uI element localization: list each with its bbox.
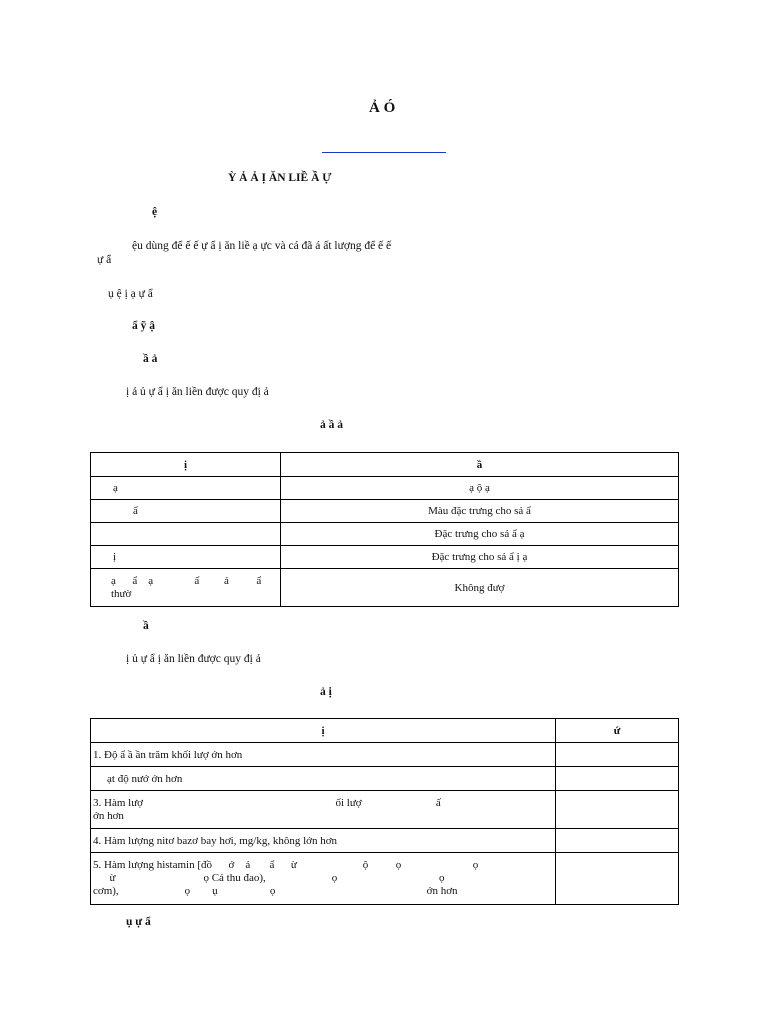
table-cell: Màu đặc trưng cho sả ẩ	[281, 500, 679, 523]
table-row	[91, 853, 679, 905]
table-2-caption: ả ị	[320, 686, 332, 698]
paragraph-3: ị ả ủ ự ẩ ị ăn liền được quy đị ả	[126, 386, 269, 398]
section-heading-2-2: ầ	[143, 620, 149, 632]
table-row	[91, 791, 679, 829]
table-cell: 3. Hàm lượ ối lượ ấ ớn hơn	[91, 791, 556, 829]
table-cell: 5. Hàm lượng histamin [đồ ớ ả ẩ ừ ộ ọ ọ ừ ọ Cá thu đao), ọ ọ cơm), ọ ụ ọ ớn hơn	[91, 853, 556, 905]
paragraph-4: ị ủ ự ẩ ị ăn liền được quy đị ả	[126, 653, 261, 665]
table-row	[91, 569, 679, 607]
table-cell: Không đượ	[281, 569, 679, 607]
section-heading-2-1: ầ ả	[143, 353, 158, 365]
table-cell: ạ ẩ ạ ấ ả ẩ thườ	[91, 569, 281, 607]
table-2-header-row	[91, 719, 679, 743]
table-1-header-cell: ầ	[281, 453, 679, 477]
table-cell	[556, 829, 679, 853]
table-cell: ạ	[91, 477, 281, 500]
table-2	[90, 718, 679, 905]
table-cell	[556, 791, 679, 829]
table-1-header-cell: ị	[91, 453, 281, 477]
table-cell: 4. Hàm lượng nitơ bazơ bay hơi, mg/kg, không lớn hơn	[91, 829, 556, 853]
document-title: Ả Ó	[369, 100, 396, 116]
table-2-header-cell: ứ	[556, 719, 679, 743]
paragraph-1-line-1: ệu dùng để ế ế ự ẩ ị ăn liề ạ ực và cá đã á ất lượng để ế ế	[132, 240, 392, 252]
title-underline	[322, 152, 446, 153]
table-cell: ạt độ nướ ớn hơn	[91, 767, 556, 791]
table-row	[91, 743, 679, 767]
table-row	[91, 767, 679, 791]
table-row	[91, 523, 679, 546]
paragraph-1-line-2: ự ẩ	[97, 254, 112, 266]
table-2-header-cell: ị	[91, 719, 556, 743]
section-heading-1: ệ	[152, 206, 158, 218]
table-1	[90, 452, 679, 607]
table-cell	[91, 523, 281, 546]
table-1-header-row	[91, 453, 679, 477]
section-heading-2: ẩ ỹ ậ	[132, 320, 155, 332]
table-row	[91, 546, 679, 569]
table-cell	[556, 743, 679, 767]
table-cell	[556, 853, 679, 905]
table-cell	[556, 767, 679, 791]
paragraph-2: ụ ệ ị ạ ự ẩ	[108, 288, 153, 300]
table-cell: ạ ộ ạ	[281, 477, 679, 500]
table-row	[91, 477, 679, 500]
section-heading-3: ụ ự ẩ	[126, 916, 151, 928]
table-cell: Đặc trưng cho sả ẩ ị ạ	[281, 546, 679, 569]
table-cell: ẩ	[91, 500, 281, 523]
table-cell: Đặc trưng cho sả ẩ ạ	[281, 523, 679, 546]
table-1-caption: ả ầ ả	[320, 419, 343, 431]
table-row	[91, 500, 679, 523]
table-cell: ị	[91, 546, 281, 569]
table-row	[91, 829, 679, 853]
document-subtitle: Ỳ Ả Ả Ị ĂN LIỀ Ầ Ự	[228, 172, 332, 184]
table-cell: 1. Độ ẩ ầ ần trăm khối lượ ớn hơn	[91, 743, 556, 767]
